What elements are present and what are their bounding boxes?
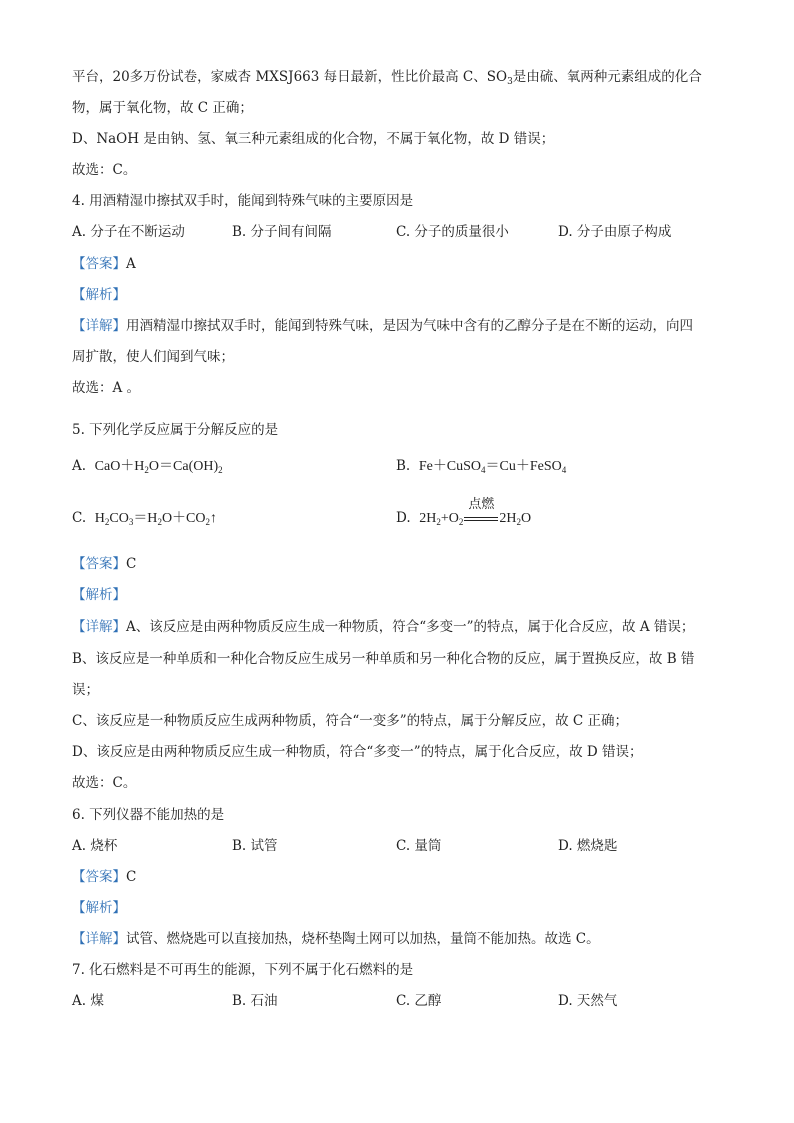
continuation-line-3: D、NaOH 是由钠、氢、氧三种元素组成的化合物，不属于氧化物，故 D 错误； <box>72 131 555 147</box>
q5-answer: 【答案】C <box>72 556 137 572</box>
q5-detail-line-4: C、该反应是一种物质反应生成两种物质，符合“一变多”的特点，属于分解反应，故 C 正确； <box>72 713 629 729</box>
q7-option-d: D. 天然气 <box>558 993 618 1009</box>
q6-option-c: C. 量筒 <box>396 838 442 854</box>
q4-analysis-tag: 【解析】 <box>72 287 126 303</box>
answer-tag: 【答案】 <box>72 869 126 885</box>
q4-option-c: C. 分子的质量很小 <box>396 224 509 240</box>
q6-analysis-tag: 【解析】 <box>72 900 126 916</box>
q6-option-a: A. 烧杯 <box>72 838 118 854</box>
q5-detail-line-1: 【详解】A、该反应是由两种物质反应生成一种物质，符合“多变一”的特点，属于化合反应，故 A 错误； <box>72 619 695 635</box>
q5-detail-line-5: D、该反应是由两种物质反应生成一种物质，符合“多变一”的特点，属于化合反应，故 D 错误； <box>72 744 643 760</box>
q4-options <box>72 222 732 242</box>
detail-tag: 【详解】 <box>72 931 126 947</box>
q6-option-d: D. 燃烧匙 <box>558 838 618 854</box>
q4-option-a: A. 分子在不断运动 <box>72 224 185 240</box>
q5-select: 故选：C。 <box>72 775 137 791</box>
q7-option-c: C. 乙醇 <box>396 993 442 1009</box>
q5-analysis-tag: 【解析】 <box>72 587 126 603</box>
q6-option-b: B. 试管 <box>232 838 278 854</box>
q6-detail-line-1: 【详解】试管、燃烧匙可以直接加热，烧杯垫陶土网可以加热，量筒不能加热。故选 C。 <box>72 931 600 947</box>
reaction-condition: 点燃 <box>464 509 498 529</box>
q7-option-a: A. 煤 <box>72 993 104 1009</box>
detail-tag: 【详解】 <box>72 318 126 334</box>
q4-select: 故选：A 。 <box>72 380 141 396</box>
q5-detail-line-2: B、该反应是一种单质和一种化合物反应生成另一种单质和另一种化合物的反应，属于置换反应，故 B 错 <box>72 651 695 667</box>
q4-option-b: B. 分子间有间隔 <box>232 224 332 240</box>
continuation-line-1: 平台，20多万份试卷，家威杏 MXSJ663 每日最新，性比价最高 C、$SO_3$是由硫、氧两种元素组成的化合 <box>72 69 702 87</box>
q4-answer: 【答案】A <box>72 256 136 272</box>
q4-detail-line-1: 【详解】用酒精湿巾擦拭双手时，能闻到特殊气味，是因为气味中含有的乙醇分子是在不断的运动，向四 <box>72 318 693 334</box>
q5-option-d: D. $2H_2+O_2$ 点燃 $2H_2O$ <box>396 496 532 527</box>
q6-stem: 6. 下列仪器不能加热的是 <box>72 807 225 823</box>
q6-options <box>72 836 732 856</box>
q5-options-row-1 <box>72 456 732 476</box>
q5-options-row-2 <box>72 496 732 528</box>
q7-options <box>72 991 732 1011</box>
continuation-line-2: 物，属于氧化物，故 C 正确； <box>72 100 253 116</box>
q4-detail-line-2: 周扩散，使人们闻到气味； <box>72 349 234 365</box>
detail-tag: 【详解】 <box>72 619 126 635</box>
continuation-select: 故选：C。 <box>72 162 137 178</box>
q5-option-a: A. $CaO+H_2O=Ca(OH)_2$ <box>72 458 223 475</box>
answer-tag: 【答案】 <box>72 556 126 572</box>
q5-detail-line-3: 误； <box>72 682 99 698</box>
answer-tag: 【答案】 <box>72 256 126 272</box>
q5-option-b: B. Fe＋CuSO$_4$＝Cu＋FeSO$_4$ <box>396 458 567 475</box>
q6-answer: 【答案】C <box>72 869 137 885</box>
q7-option-b: B. 石油 <box>232 993 278 1009</box>
q5-stem: 5. 下列化学反应属于分解反应的是 <box>72 422 279 438</box>
q4-stem: 4. 用酒精湿巾擦拭双手时，能闻到特殊气味的主要原因是 <box>72 193 414 209</box>
q5-option-c: C. $H_2CO_3=H_2O+CO_2↑$ <box>72 510 217 527</box>
q4-option-d: D. 分子由原子构成 <box>558 224 672 240</box>
q7-stem: 7. 化石燃料是不可再生的能源，下列不属于化石燃料的是 <box>72 962 414 978</box>
